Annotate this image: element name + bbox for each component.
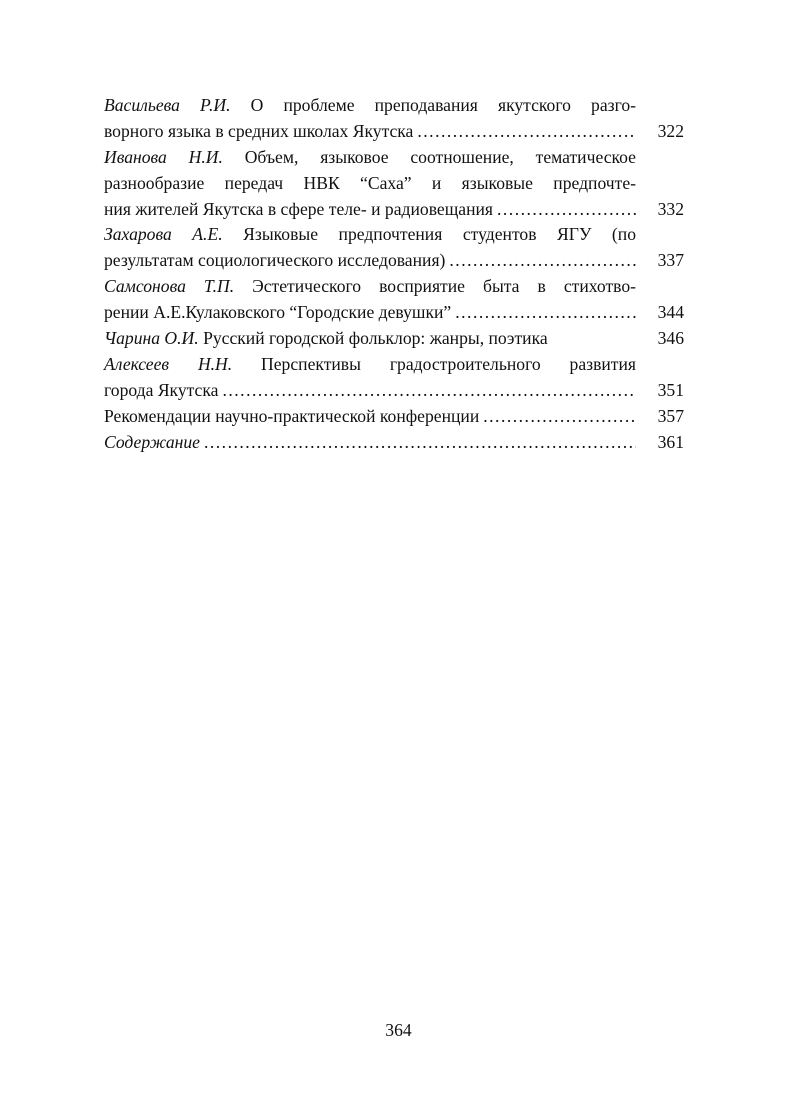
- toc-title: Содержание: [104, 431, 200, 452]
- toc-title: города Якутска: [104, 379, 219, 400]
- page-number: 364: [385, 1020, 412, 1040]
- toc-page-number: 346: [657, 328, 684, 349]
- toc-line: [104, 404, 684, 430]
- toc-line: [104, 248, 684, 274]
- toc-author: Васильева Р.И.: [104, 95, 231, 115]
- toc-author: Алексеев Н.Н.: [104, 353, 233, 374]
- dot-leader: [222, 378, 636, 404]
- dot-leader: [449, 248, 636, 274]
- toc-line: [104, 300, 684, 326]
- dot-leader: [497, 197, 636, 223]
- toc-title: О проблеме преподавания якутского разго-: [250, 95, 637, 115]
- toc-line: [104, 430, 684, 456]
- toc-title: Эстетического восприятие быта в стихотво-: [252, 276, 636, 297]
- toc-title: ния жителей Якутска в сфере теле- и радиовещания: [104, 198, 493, 219]
- toc-page-number: 357: [657, 405, 684, 426]
- toc-author: Чарина О.И.: [104, 328, 199, 349]
- toc-title: Объем, языковое соотношение, тематическое: [244, 146, 636, 167]
- toc-title: ворного языка в средних школах Якутска: [104, 120, 414, 141]
- toc-line: [104, 352, 636, 378]
- toc-line: [104, 145, 636, 171]
- toc-page-number: 344: [657, 302, 684, 323]
- toc-line: [104, 171, 636, 197]
- toc-line: [104, 197, 684, 223]
- toc-line: [104, 274, 636, 300]
- toc-page-number: 337: [657, 250, 684, 271]
- toc-title: разнообразие передач НВК “Саха” и языковые предпочте-: [104, 172, 636, 193]
- toc-author: Иванова Н.И.: [104, 146, 223, 167]
- toc-title: Языковые предпочтения студентов ЯГУ (по: [243, 224, 636, 245]
- toc-page-number: 361: [657, 431, 684, 452]
- toc-page-number: 351: [657, 379, 684, 400]
- dot-leader: [455, 300, 636, 326]
- dot-leader: [417, 119, 636, 145]
- toc-line: [104, 119, 684, 145]
- toc-title: рении А.Е.Кулаковского “Городские девушки”: [104, 302, 452, 323]
- toc-title: результатам социологического исследования): [104, 250, 446, 271]
- toc-line: [104, 378, 684, 404]
- toc-line: [104, 93, 636, 119]
- toc-title: Перспективы градостроительного развития: [261, 353, 636, 374]
- toc-title: Русский городской фольклор: жанры, поэтика: [203, 328, 548, 349]
- toc-title: Рекомендации научно-практической конференции: [104, 405, 480, 426]
- dot-leader: [204, 430, 636, 456]
- toc-page-number: 322: [657, 120, 684, 141]
- toc-author: Захарова А.Е.: [104, 224, 223, 245]
- dot-leader: [483, 404, 636, 430]
- toc-author: Самсонова Т.П.: [104, 276, 235, 297]
- toc-line: [104, 222, 636, 248]
- toc-page-number: 332: [657, 198, 684, 219]
- table-of-contents: [104, 93, 684, 455]
- toc-line: [104, 326, 684, 352]
